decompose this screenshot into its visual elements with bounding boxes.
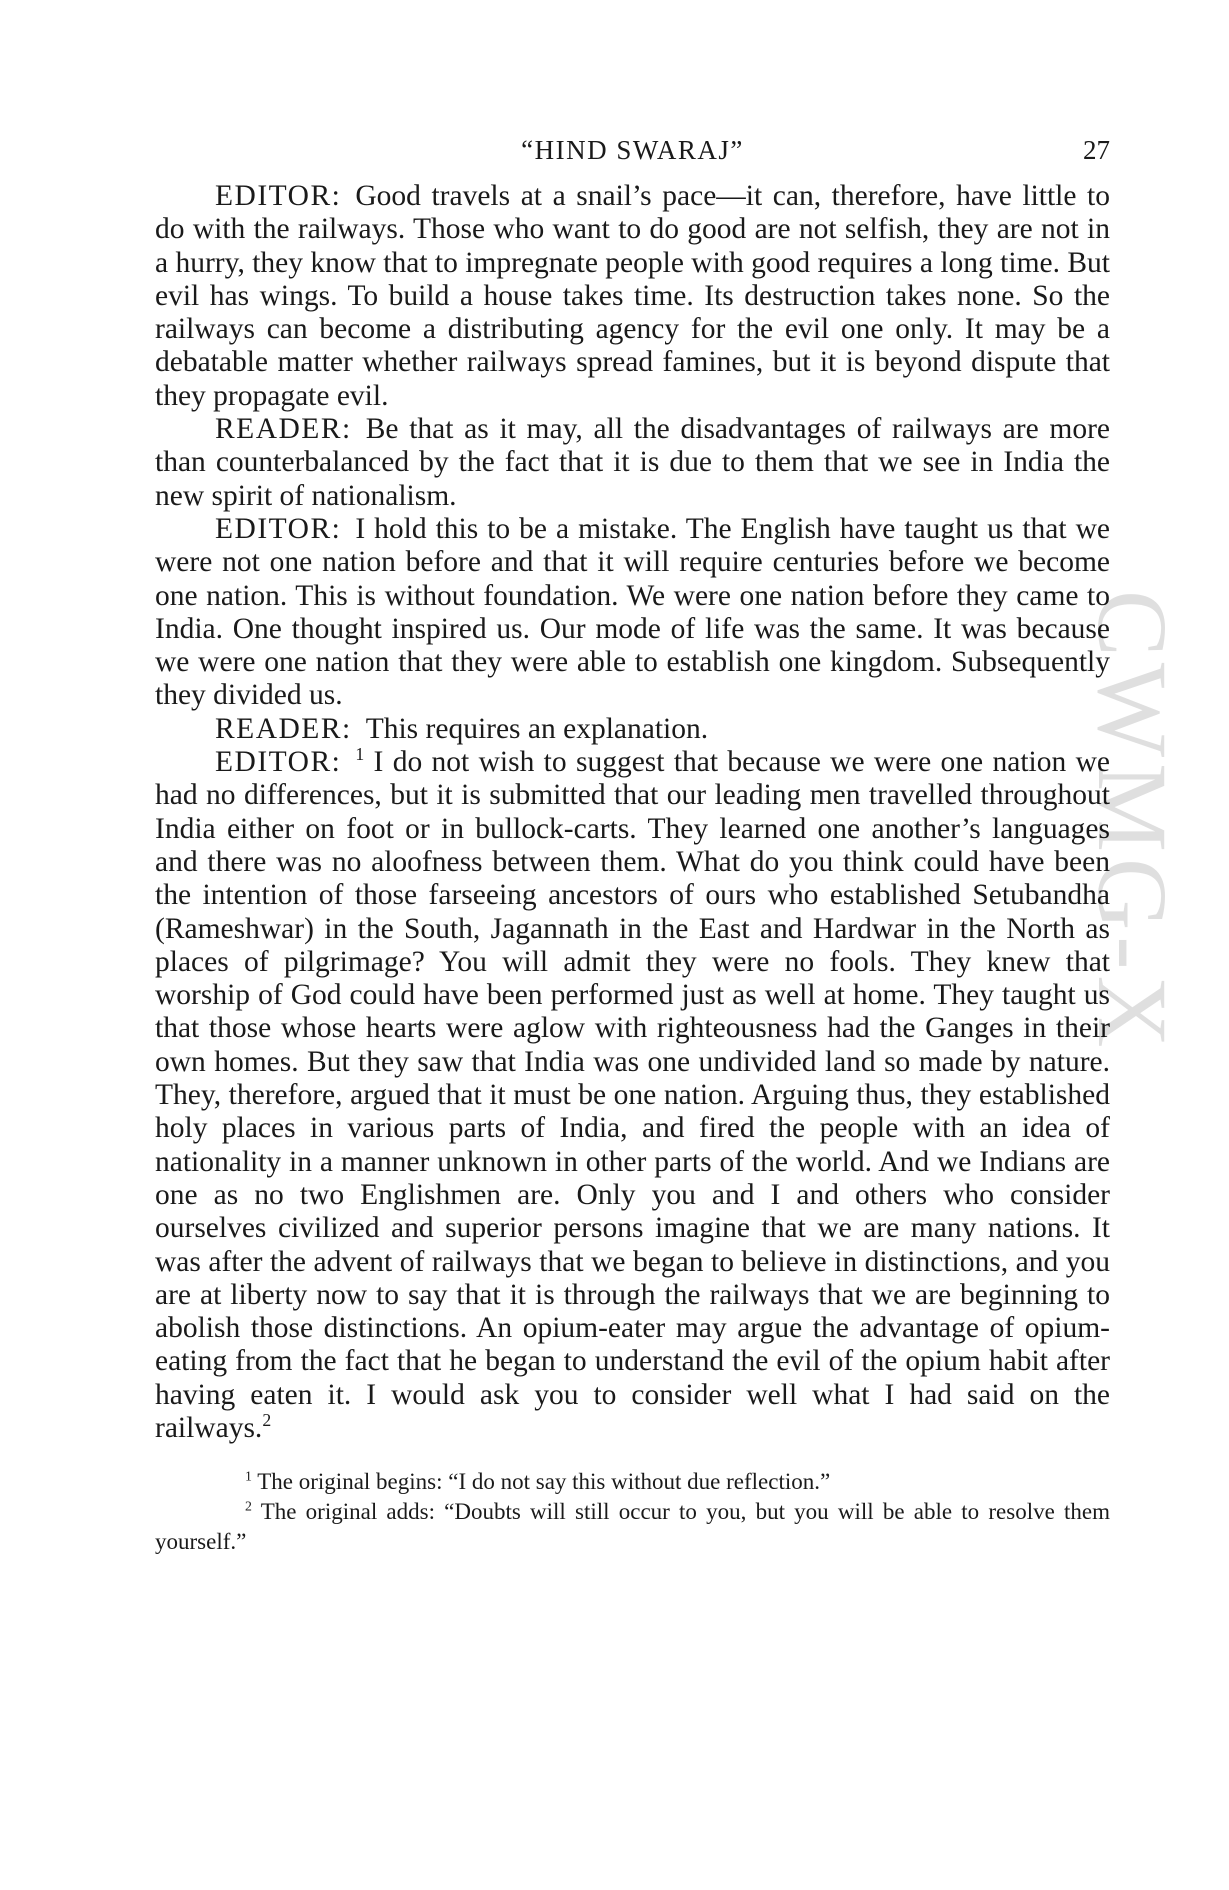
paragraph-text: This requires an explanation. (365, 712, 709, 745)
footnote-text: The original adds: “Doubts will still occur to you, but you will be able to resolve them yourself.” (155, 1499, 1110, 1555)
paragraph-text: Be that as it may, all the disadvantages of railways are more than counterbalanced by the fact that it is due to them that we see in India the new spirit of nationalism. (155, 413, 1110, 512)
footnote (155, 1497, 1110, 1557)
page-header (155, 130, 1110, 170)
dialogue-paragraph (155, 413, 1110, 513)
footnote-text: The original begins: “I do not say this without due reflection.” (257, 1469, 831, 1495)
footnote-reference: 2 (262, 1410, 272, 1431)
body-text (155, 180, 1110, 1445)
footnote (155, 1467, 1110, 1497)
footnote-mark: 1 (245, 1468, 252, 1484)
footnote-mark: 2 (245, 1498, 252, 1514)
speaker-label: EDITOR: (215, 180, 342, 212)
running-head: “HIND SWARAJ” (521, 135, 744, 165)
page-number: 27 (1083, 135, 1110, 165)
paragraph-text: Good travels at a snail’s pace—it can, therefore, have little to do with the railways. Those who want to do good are not selfish, they are not in a hurry, they know that to impregnate people with good requires a long time. But evil has wings. To build a house takes time. Its destruction takes none. So the railways can become a distributing agency for the evil one only. It may be a debatable matter whether railways spread famines, but it is beyond dispute that they propagate evil. (155, 180, 1110, 412)
dialogue-paragraph (155, 513, 1110, 713)
paragraph-text: I do not wish to suggest that because we were one nation we had no differences, but it is submitted that our leading men travelled throughout India either on foot or in bullock-carts. They learned one another’s languages and there was no aloofness between them. What do you think could have been the intention of those farseeing ancestors of ours who established Setubandha (Rameshwar) in the South, Jagannath in the East and Hardwar in the North as places of pilgrimage? You will admit they were no fools. They knew that worship of God could have been performed just as well at home. They taught us that those whose hearts were aglow with righteousness had the Ganges in their own homes. But they saw that India was one undivided land so made by nature. They, therefore, argued that it must be one nation. Arguing thus, they established holy places in various parts of India, and fired the people with an idea of nationality in a manner unknown in other parts of the world. And we Indians are one as no two Englishmen are. Only you and I and others who consider ourselves civilized and superior persons imagine that we are many nations. It was after the advent of railways that we began to believe in distinctions, and you are at liberty now to say that it is through the railways that we are beginning to abolish those distinctions. An opium-eater may argue the advantage of opium-eating from the fact that he began to understand the evil of the opium habit after having eaten it. I would ask you to consider well what I had said on the railways. (155, 746, 1110, 1444)
dialogue-paragraph (155, 746, 1110, 1445)
dialogue-paragraph (155, 180, 1110, 413)
book-page (155, 130, 1110, 1557)
speaker-label: READER: (215, 413, 352, 446)
paragraph-text: I hold this to be a mistake. The English have taught us that we were not one nation before and that it will require centuries before we become one nation. This is without foundation. We were one nation before they came to India. One thought inspired us. Our mode of life was the same. It was because we were one nation that they were able to establish one kingdom. Subsequently they divided us. (155, 512, 1110, 712)
speaker-label: EDITOR: (215, 512, 342, 545)
speaker-label: EDITOR: (215, 746, 342, 779)
speaker-label: READER: (215, 712, 352, 745)
dialogue-paragraph (155, 713, 1110, 746)
watermark-text: CWMG-X (1077, 590, 1188, 1054)
footnote-reference: 1 (355, 744, 365, 765)
watermark (1044, 590, 1188, 1310)
footnotes (155, 1467, 1110, 1557)
